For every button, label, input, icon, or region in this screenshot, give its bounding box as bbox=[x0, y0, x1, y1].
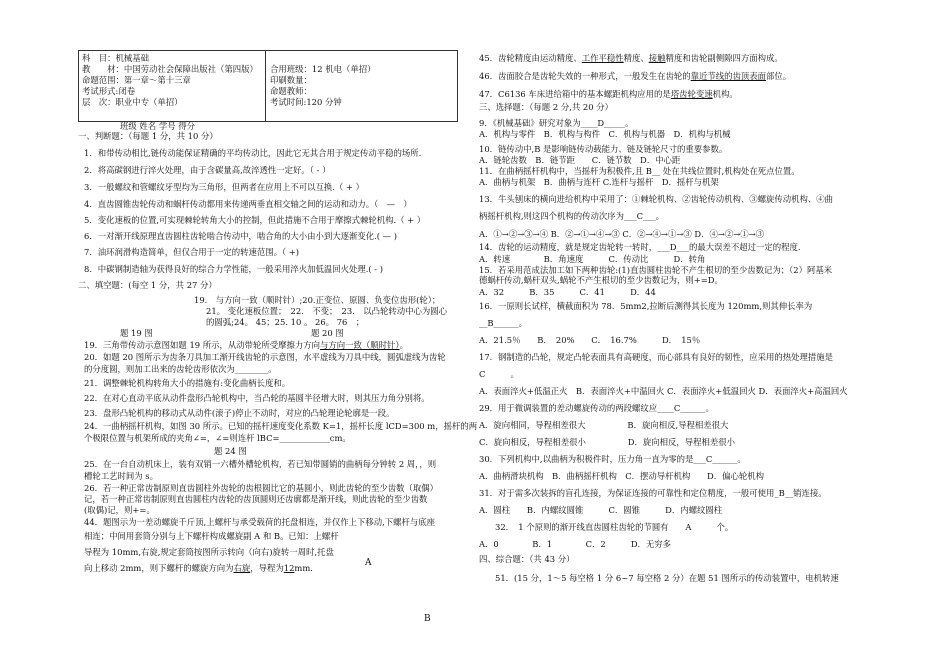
choice-q15-a: 15．若采用范成法加工如下两种齿轮:(1)直齿圆柱齿轮不产生根切的至少齿数记为；（2）阿基米 bbox=[479, 265, 833, 275]
choice-q9: 9．《机械基础》研究对象为____D_____。 bbox=[479, 118, 634, 128]
answer-line-2: 21。 变化速板位置； 22. 不变； 23. 以凸轮转动中心为圆心 bbox=[206, 306, 447, 316]
choice-q13-b: 柄摇杆机构,则这四个机构的传动次序为___C___。 bbox=[479, 211, 664, 221]
student-line: 班级 姓名 学号 得分 bbox=[120, 121, 195, 131]
section1-title: 一、判断题：（每题 1 分，共 10 分） bbox=[78, 131, 218, 141]
fig24-caption: 题 24 图 bbox=[214, 446, 247, 456]
choice-q10: 10．链传动中,B 是影响链传动载能力、链及链轮尺寸的重要参数。 bbox=[479, 144, 728, 154]
choice-q17-options: A．表面淬火+低温正火 B．表面淬火+中温回火 C．表面淬火+低温回火 D．表面淬火+高温回火 bbox=[479, 386, 848, 396]
fill-q24-a: 24．一曲柄摇杆机构，如图 30 所示。已知的摇杆速度变化系数 K=1，摇杆长度 lCD=300 m，摇杆的两 bbox=[84, 421, 478, 431]
fill-q23: 23．盘形凸轮机构的移动式从动件(滚子)停止不动时，对应的凸轮理论轮廓是一段。 bbox=[84, 408, 395, 418]
choice-q14-options: A．转速 B．角速度 C．传动比 D．转角 bbox=[479, 254, 706, 264]
info-left bbox=[82, 53, 262, 108]
fill-q26-b: 记，若一种正常齿制原则直齿圆柱内齿轮的齿顶圆则还齿廓都是渐开线，则此齿轮的至少齿数 bbox=[84, 494, 428, 504]
answer-line-1: 19. 与方向一致（顺时针）;20.正变位、原圆、负变位齿形(轮）； bbox=[194, 295, 441, 305]
judge-item-7: 7．油环润滑构造简单，但仅合用于一定的转速范围。（ +) bbox=[84, 247, 300, 257]
fill-q20-b: 的分度圆，则加工出来的齿轮齿形依次为________。 bbox=[84, 364, 277, 374]
choice-q31-options: A．圆柱 B．内螺纹圆锥 C．圆锥 D．内螺纹圆柱 bbox=[479, 505, 723, 515]
choice-q16-a: 16．一原则长试样，横截面积为 78．5mm2,拉断后测得其长度为 120mm,则其伸长率为 bbox=[479, 301, 813, 311]
textbook: 教 材：中国劳动社会保障出版社（第四版） bbox=[82, 64, 258, 75]
judge-item-6: 6．一对渐开线原理直齿圆柱齿轮啮合传动中，啮合角的大小由小到大逐渐变化.( — ) bbox=[84, 231, 397, 241]
choice-q31: 31．对于需多次装拆的盲孔连接，为保证连接的可靠性和定位精度，一般可使用_B__销连接。 bbox=[479, 488, 827, 498]
setter: 命题教师： bbox=[270, 86, 312, 97]
comprehensive-q51: 51．(15 分，1～5 每空格 1 分 6~7 每空格 2 分）在题 51 图所示的传动装置中，电机转速 bbox=[495, 573, 839, 583]
choice-q10-options: A．链轮齿数 B．链节距 C．链节数 D．中心距 bbox=[479, 155, 681, 165]
q44-answer-lead: 12 bbox=[283, 563, 295, 573]
choice-q29-cd: C．旋向相反，导程相差很小 D．旋向相反，导程相差很小 bbox=[479, 437, 735, 447]
fill-q44-d: 向上移动 2mm，则下螺杆的螺旋方向为右旋，导程为12mm. bbox=[84, 563, 313, 573]
fill-q25-a: 25．在一台自动机床上，装有双销一六槽外槽轮机构，若已知带圆销的曲柄每分钟转 2 周，，则 bbox=[84, 459, 437, 469]
choice-q15-b: 德蜗杆传动,蜗杆双头,蜗轮不产生根切的至少齿数记为，则+=D。 bbox=[479, 275, 723, 285]
choice-q9-options: A．机构与零件 B．机构与构件 C．机构与机器 D．机构与机械 bbox=[479, 129, 731, 139]
answer-line-3: 的圆弧;24。 45；25. 10 。 26。 76 ； bbox=[206, 317, 365, 327]
exam-info-box bbox=[78, 50, 458, 122]
choice-q30-options: A．曲柄滑块机构 B．曲柄摇杆机构 C．摆动导杆机构 D．偏心轮机构 bbox=[479, 471, 764, 481]
choice-q29-ab: A．旋向相同，导程相差很大 B．旋向相反,导程相差很大 bbox=[479, 420, 729, 430]
choice-q13-options: A．①→②→③→④ B．②→①→④→③ C．②→④→①→③ D．④→②→①→③ bbox=[479, 229, 765, 239]
print-count: 印刷数量： bbox=[270, 75, 312, 86]
fig20-caption: 题 20 图 bbox=[311, 328, 344, 338]
choice-q11: 11．在曲柄摇杆机构中，当摇杆为积极件,且 B__ 处在共线位置时,机构处在死点位置。 bbox=[479, 166, 800, 176]
judge-item-4: 4．直齿圆锥齿轮传动和蜗杆传动都用来传递两垂直相交轴之间的运动和动力。（ — ） bbox=[84, 199, 412, 209]
choice-q16-b: __B______。 bbox=[479, 318, 528, 328]
subject: 科 目：机械基础 bbox=[82, 53, 149, 63]
choice-q16-options: A．21.5％ B． 20% C． 16.7% D． 15％ bbox=[479, 335, 701, 345]
class-info: 合用班级：12 机电（单招） bbox=[270, 64, 376, 74]
fill-q20-a: 20．如题 20 图所示为齿条刀具加工渐开线齿轮的示意图，水平虚线为刀具中线，圆弧虚线为齿轮 bbox=[84, 352, 446, 362]
level: 层 次：职业中专（单招） bbox=[82, 97, 183, 108]
q44-answer-direction: 右旋 bbox=[233, 563, 251, 573]
choice-q32-options: A．0 B．1 C．2 D．无穷多 bbox=[479, 539, 672, 549]
choice-q15-options: A．32 B．35 C．41 D．44 bbox=[479, 287, 656, 297]
info-box-divider bbox=[265, 51, 266, 121]
choice-q32: 32． 1 个原则的渐开线直齿圆柱齿轮的节圆有 A 个。 bbox=[495, 522, 734, 532]
fill-q21: 21．调整棘轮机构转角大小的措施有:变化曲柄长度和。 bbox=[84, 378, 291, 388]
fill-q26-c: (取偶)记，则+=。 bbox=[84, 505, 155, 515]
info-right bbox=[270, 53, 450, 108]
choice-q17: 17．钢制造的凸轮，规定凸轮表面具有高硬度，而心部具有良好的韧性，应采用的热处理措施是 bbox=[479, 352, 834, 362]
fill-q24-b: 个极限位置与机架所成的夹角∠=，∠=则连杆 lBC=____________cm。 bbox=[84, 433, 351, 443]
choice-q29: 29．用于微调装置的差动螺旋传动的两段螺纹应____C______。 bbox=[479, 403, 714, 413]
fill-q46: 46．齿面胶合是齿轮失效的一种形式，一般发生在齿轮的靠近节线的齿顶表面部位。 bbox=[479, 71, 792, 81]
fill-q44-b: 相连；中间用套筒分别与上下螺杆构成螺旋副 A 和 B。已知：上螺杆 bbox=[84, 531, 339, 541]
choice-q30: 30．下列机构中,以曲柄为积极件时，压力角一直为零的是___C______。 bbox=[479, 454, 746, 464]
choice-q11-options: A．曲柄与机架 B．曲柄与连杆 C.连杆与摇杆 D．摇杆与机架 bbox=[479, 177, 719, 187]
fig19-caption: 题 19 图 bbox=[120, 328, 153, 338]
fill-q22: 22．在对心直动平底从动件盘形凸轮机构中，当凸轮的基圆半径增大时，则其压力角分别将。 bbox=[84, 393, 430, 403]
judge-item-2: 2．将高碳钢进行淬火处理，由于含碳量高,故淬透性一定好。（ - ） bbox=[84, 165, 331, 175]
choice-q13-a: 13．牛头刨床的横向进给机构中采用了：①棘轮机构、②齿轮传动机构、③螺旋传动机构、④曲 bbox=[479, 194, 834, 204]
judge-item-1: 1．和带传动相比,链传动能保证精确的平均传动比，因此它无其合用于规定传动平稳的场所. bbox=[84, 148, 422, 158]
duration: 考试时间:120 分钟 bbox=[270, 97, 342, 108]
fill-q44-a: 44．题图示为一差动螺旋千斤顶,上螺杆与承受载荷的托盘相连，并仅作上下移动,下螺杆与底座 bbox=[84, 517, 435, 527]
q19-answer: 与方向一致（顺时针） bbox=[320, 340, 400, 350]
fill-q19: 19．三角带传动示意图如题 19 所示，从动带轮所受摩擦力方向与方向一致（顺时针）。 bbox=[84, 340, 408, 350]
section3-title: 三、选择题：（每题 2 分,共 20 分） bbox=[479, 102, 613, 112]
fill-q25-b: 槽轮工艺时间为 s。 bbox=[84, 471, 158, 481]
judge-item-3: 3．一般螺纹和管螺纹牙型均为三角形，但两者在应用上不可以互换.（ + ） bbox=[84, 182, 364, 192]
exam-form: 考试形式:闭卷 bbox=[82, 86, 136, 97]
page-footer-mark: B bbox=[424, 614, 431, 624]
section4-title: 四、综合题：（共 43 分） bbox=[479, 554, 575, 564]
judge-item-8: 8．中碳钢制造轴为获得良好的综合力学性能，一般采用淬火加低温回火处理.( - ) bbox=[84, 264, 384, 274]
fill-q44-c: 导程为 10mm,右旋,规定套筒按图所示转向（向右)旋转一周时,托盘 bbox=[84, 547, 334, 557]
scope: 命题范围：第一章～第十三章 bbox=[82, 75, 191, 86]
judge-item-5: 5．变化速板的位置,可实现棘轮转角大小的控制，但此措施不合用于摩擦式棘轮机构.（ + ） bbox=[84, 215, 426, 225]
choice-q14: 14．齿轮的运动精度，就是规定齿轮转一转时，___D___的最大误差不超过一定的程度. bbox=[479, 242, 801, 252]
fill-q26-a: 26．若一种正常齿制原则直齿圆柱外齿轮的齿根圆比它的基圆小，则此齿轮的至少齿数（取偶） bbox=[84, 483, 439, 493]
choice-q17-b: C 。 bbox=[479, 369, 519, 379]
figure-mark-a: A bbox=[365, 558, 372, 568]
fill-q45: 45．齿轮精度由运动精度、工作平稳性精度、接触精度和齿轮副侧隙四方面构成。 bbox=[479, 53, 783, 63]
fill-q47: 47．C6136 车床进给箱中的基本螺距机构应用的是塔齿轮变速机构。 bbox=[479, 89, 738, 99]
section2-title: 二、填空题：(每空 1 分，共 27 分） bbox=[78, 280, 217, 290]
